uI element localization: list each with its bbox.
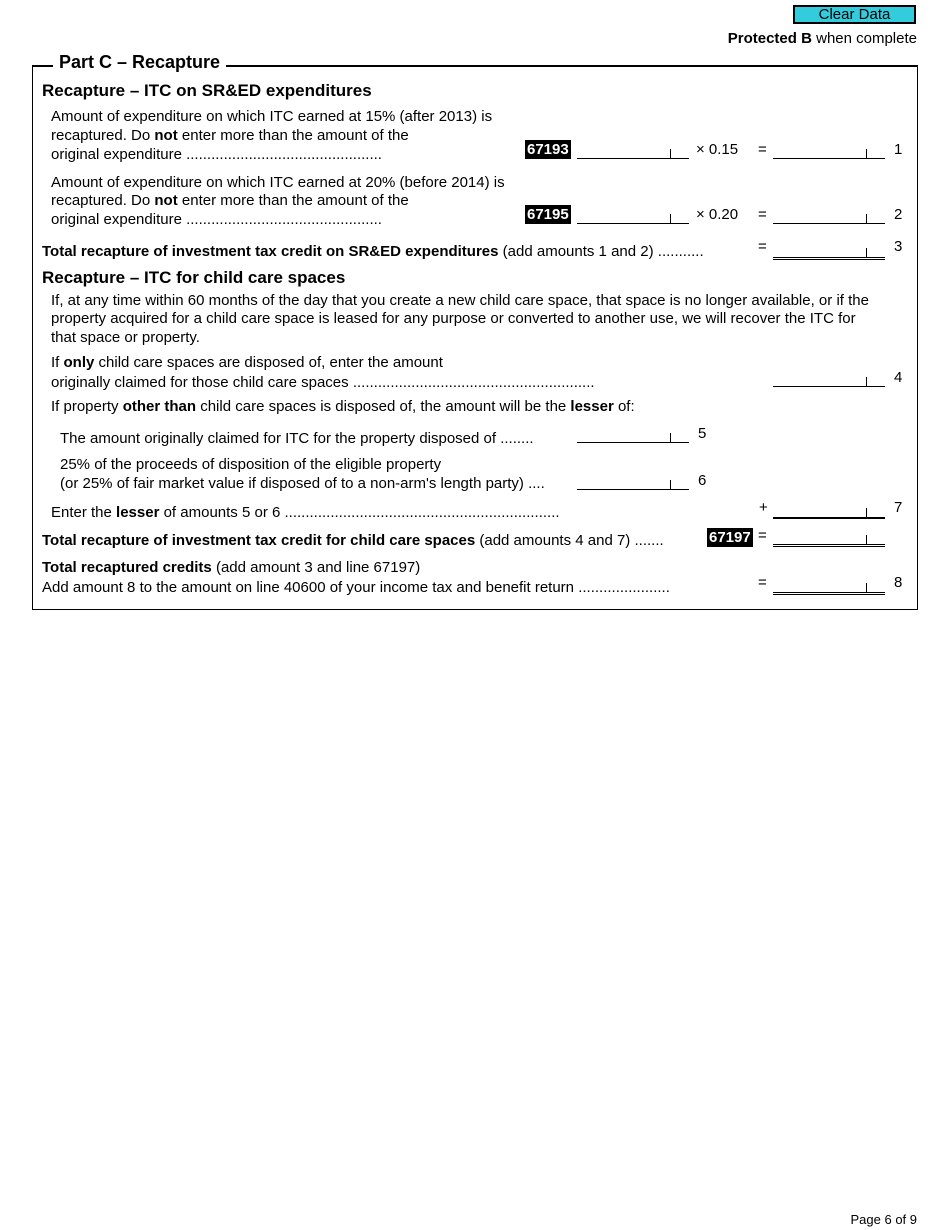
line1-amount-input[interactable] [577, 157, 689, 159]
child-care-para-2: property acquired for a child care space is leased for any purpose or converted to another use, we will recover the ITC for [51, 310, 856, 327]
line1-number: 1 [894, 141, 903, 158]
line2-multiplier: × 0.20 [696, 206, 739, 223]
line3-text: Total recapture of investment tax credit on SR&ED expenditures (add amounts 1 and 2) ........... [42, 243, 704, 260]
protected-bold: Protected B [727, 30, 812, 47]
child-care-para-3: that space or property. [51, 329, 200, 346]
line2-text-c: original expenditure ............................................... [51, 211, 382, 228]
line5-amount-input[interactable] [577, 441, 689, 443]
code-67197: 67197 [709, 529, 751, 546]
child-care-total-equals: = [758, 527, 767, 544]
code-67195: 67195 [527, 206, 569, 223]
line4-text-a: If only child care spaces are disposed of, enter the amount [51, 354, 443, 371]
line3-result-tick [866, 248, 867, 257]
protected-label [728, 30, 917, 47]
line6-amount-input[interactable] [577, 488, 689, 490]
line8-result-field[interactable] [773, 591, 885, 595]
line1-text-b: recaptured. Do not enter more than the amount of the [51, 127, 409, 144]
line2-text-a: Amount of expenditure on which ITC earned at 20% (before 2014) is [51, 174, 505, 191]
line3-equals: = [758, 238, 767, 255]
child-care-total-tick [866, 535, 867, 544]
line4-text-b: originally claimed for those child care spaces .......................................................... [51, 374, 595, 391]
line5-text: The amount originally claimed for ITC for the property disposed of ........ [60, 430, 534, 447]
line7-plus: + [759, 499, 768, 516]
line7-amount-field[interactable] [773, 516, 885, 519]
line2-result-field[interactable] [773, 222, 885, 224]
child-care-para-1: If, at any time within 60 months of the day that you create a new child care space, that space is no longer available, or if the [51, 292, 869, 309]
line8-text-a: Total recaptured credits (add amount 3 and line 67197) [42, 559, 421, 576]
child-care-heading: Recapture – ITC for child care spaces [42, 268, 346, 287]
line1-decimal-tick [670, 149, 671, 158]
line1-multiplier: × 0.15 [696, 141, 739, 158]
line2-text-b: recaptured. Do not enter more than the amount of the [51, 192, 409, 209]
line4-decimal-tick [866, 377, 867, 386]
other-than-text: If property other than child care spaces is disposed of, the amount will be the lesser of: [51, 398, 635, 415]
protected-rest: when complete [811, 30, 917, 47]
line1-text-a: Amount of expenditure on which ITC earned at 15% (after 2013) is [51, 108, 493, 125]
line7-decimal-tick [866, 508, 867, 517]
line6-decimal-tick [670, 480, 671, 489]
line1-equals: = [758, 141, 767, 158]
code-67193: 67193 [527, 141, 569, 158]
clear-data-button[interactable]: Clear Data [793, 5, 916, 24]
line4-amount-input[interactable] [773, 385, 885, 387]
line7-number: 7 [894, 499, 903, 516]
part-c-title: Part C – Recapture [53, 52, 226, 73]
line2-amount-input[interactable] [577, 222, 689, 224]
line1-text-c: original expenditure ............................................... [51, 146, 382, 163]
line2-decimal-tick [670, 214, 671, 223]
child-care-total-field[interactable] [773, 543, 885, 547]
line6-number: 6 [698, 472, 707, 489]
line2-number: 2 [894, 206, 903, 223]
line4-number: 4 [894, 369, 903, 386]
line8-number: 8 [894, 574, 903, 591]
line6-text-b: (or 25% of fair market value if disposed of to a non-arm's length party) .... [60, 475, 545, 492]
line3-number: 3 [894, 238, 903, 255]
line8-result-tick [866, 583, 867, 592]
line6-text-a: 25% of the proceeds of disposition of the eligible property [60, 456, 442, 473]
line2-equals: = [758, 206, 767, 223]
child-care-total-text: Total recapture of investment tax credit for child care spaces (add amounts 4 and 7) ....... [42, 532, 664, 549]
line5-decimal-tick [670, 433, 671, 442]
line8-equals: = [758, 574, 767, 591]
line1-result-field[interactable] [773, 157, 885, 159]
line3-result-field[interactable] [773, 256, 885, 260]
line1-result-tick [866, 149, 867, 158]
line5-number: 5 [698, 425, 707, 442]
line8-text-b: Add amount 8 to the amount on line 40600 of your income tax and benefit return ...................... [42, 579, 670, 596]
line2-result-tick [866, 214, 867, 223]
page-number: Page 6 of 9 [850, 1212, 917, 1227]
line7-text: Enter the lesser of amounts 5 or 6 .................................................................. [51, 504, 560, 521]
sred-heading: Recapture – ITC on SR&ED expenditures [42, 81, 372, 100]
